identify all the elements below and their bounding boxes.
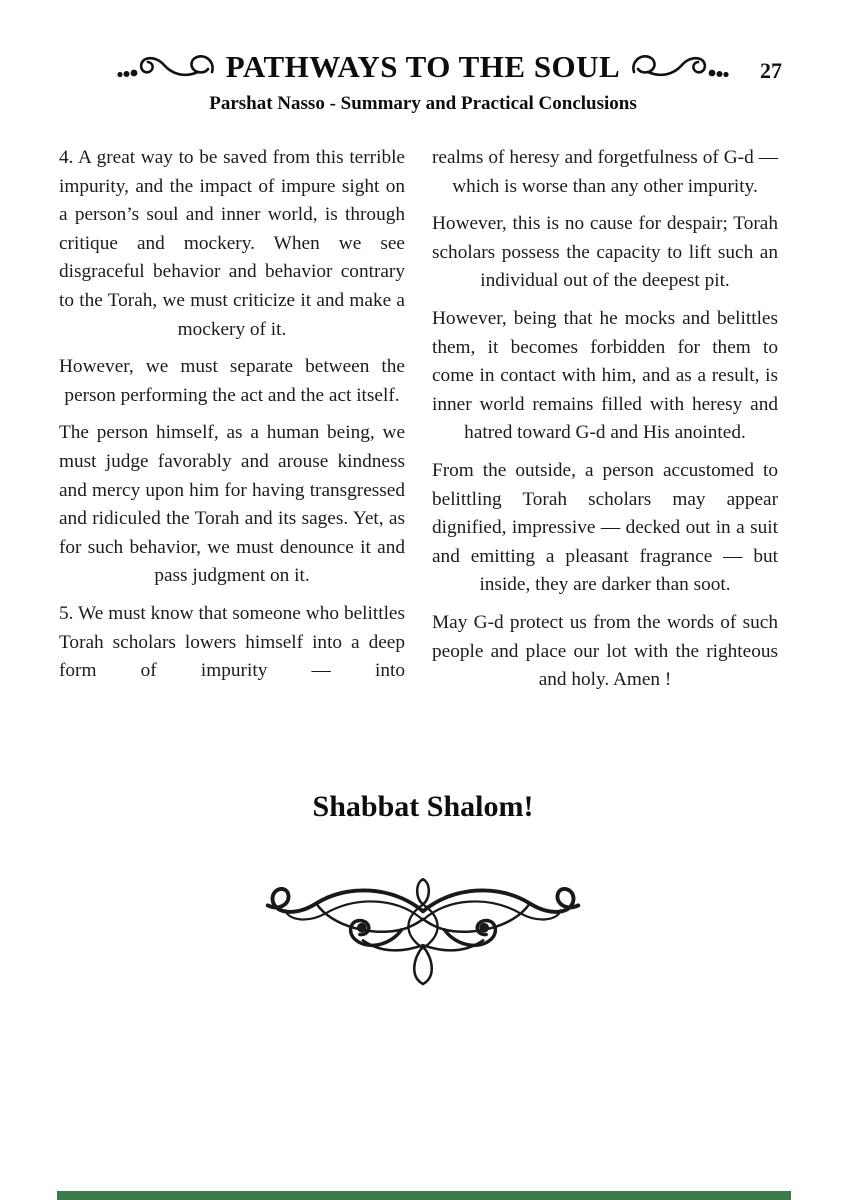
calligraphic-flourish-icon [258,874,588,996]
right-column [432,144,778,704]
page-title: PATHWAYS TO THE SOUL [225,49,621,84]
page-subtitle: Parshat Nasso - Summary and Practical Conclusions [209,93,637,114]
paragraph: However, being that he mocks and belittles them, it becomes forbidden for them to come in contact with him, and as a result, is inner world remains filled with heresy and hatred toward G-d and His anointed. [432,307,778,444]
paragraph: 5. We must know that someone who belittles Torah scholars lowers himself into a deep form of impurity — into [59,602,405,682]
paragraph: realms of heresy and forgetfulness of G-d — which is worse than any other impurity. [432,147,778,197]
calligraphic-swirl-left-icon [116,50,216,84]
calligraphic-swirl-right-icon [630,50,730,84]
page-number: 27 [760,58,782,83]
paragraph: The person himself, as a human being, we must judge favorably and arouse kindness and mercy upon him for having transgressed and ridiculed the Torah and its sages. Yet, as for such behavior, we must denounce it and pass judgment on it. [59,422,405,587]
footer-bar [57,1191,791,1200]
paragraph: 4. A great way to be saved from this terrible impurity, and the impact of impure sight on a person’s soul and inner world, is through critique and mockery. When we see disgraceful behavior and behavior contrary to the Torah, we must criticize it and make a mockery of it. [59,147,405,340]
paragraph: May G-d protect us from the words of such people and place our lot with the righteous and holy. Amen ! [432,611,778,691]
footer-ornament [0,874,846,1001]
body-columns [59,144,778,704]
left-column [59,144,405,704]
closing-greeting: Shabbat Shalom! [312,790,534,823]
paragraph: However, this is no cause for despair; Torah scholars possess the capacity to lift such an individual out of the deepest pit. [432,213,778,292]
paragraph: However, we must separate between the person performing the act and the act itself. [59,356,405,406]
paragraph: From the outside, a person accustomed to belittling Torah scholars may appear dignified, impressive — decked out in a suit and emitting a pleasant fragrance — but inside, they are darker than soot. [432,459,778,596]
page-header [0,48,846,86]
